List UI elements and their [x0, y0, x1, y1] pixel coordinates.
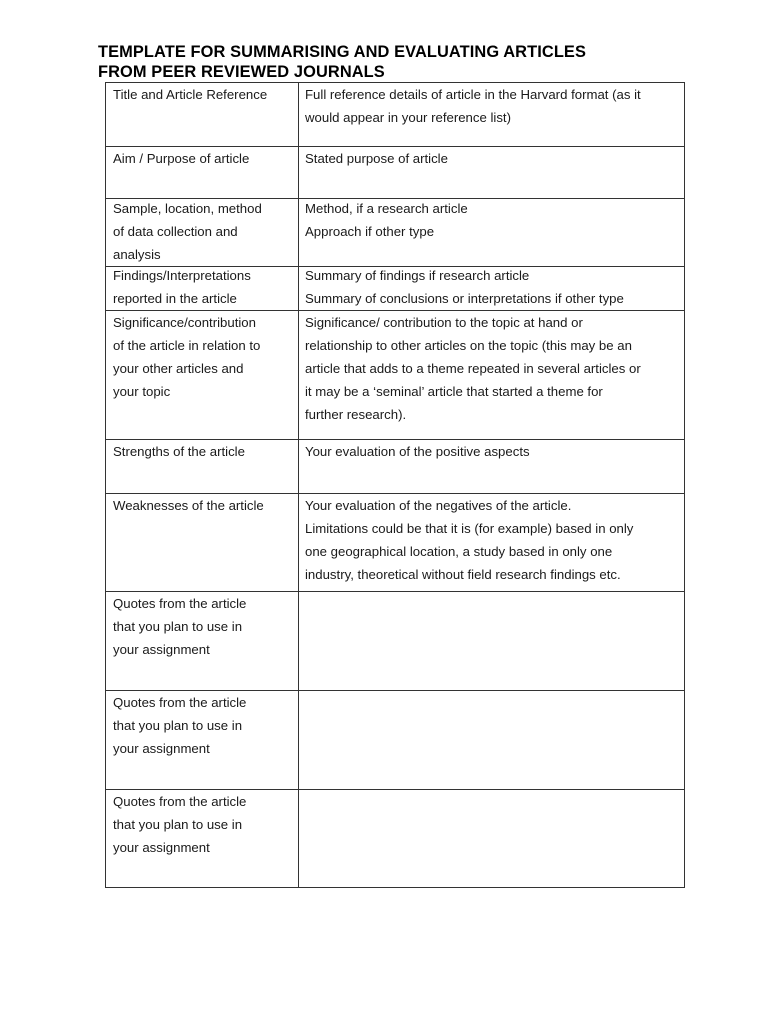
row-label-line: your topic — [113, 384, 171, 399]
row-guidance-line: Method, if a research article — [305, 201, 468, 216]
quotes-entry-cell[interactable] — [299, 592, 685, 691]
row-guidance-line: Your evaluation of the positive aspects — [305, 444, 530, 459]
row-label-line: that you plan to use in — [113, 619, 243, 634]
row-label-line: that you plan to use in — [113, 718, 243, 733]
table-row-findings — [106, 267, 685, 311]
table-row-aim-purpose — [106, 147, 685, 199]
table-row-quotes-2 — [106, 691, 685, 790]
row-guidance-cell — [299, 494, 685, 592]
row-label-line: of data collection and — [113, 224, 238, 239]
row-label-line: reported in the article — [113, 291, 237, 306]
row-guidance-cell — [299, 83, 685, 147]
page-title-line-1: TEMPLATE FOR SUMMARISING AND EVALUATING ARTICLES — [98, 43, 587, 61]
row-label-line: Weaknesses of the article — [113, 498, 264, 513]
row-guidance-cell — [299, 199, 685, 267]
page-title-line-2: FROM PEER REVIEWED JOURNALS — [98, 63, 385, 81]
table-row-significance — [106, 311, 685, 440]
row-label-line: your assignment — [113, 741, 210, 756]
row-guidance-line: Summary of findings if research article — [305, 268, 530, 283]
row-guidance-cell — [299, 267, 685, 311]
table-row-strengths — [106, 440, 685, 494]
row-label-line: Sample, location, method — [113, 201, 262, 216]
summary-template-table — [105, 82, 685, 888]
table-row-quotes-3 — [106, 790, 685, 888]
quotes-entry-cell[interactable] — [299, 691, 685, 790]
row-guidance-line: industry, theoretical without field research findings etc. — [305, 567, 621, 582]
row-label-line: Quotes from the article — [113, 695, 247, 710]
row-guidance-line: Summary of conclusions or interpretations if other type — [305, 291, 624, 306]
row-guidance-line: one geographical location, a study based in only one — [305, 544, 613, 559]
row-label-line: your assignment — [113, 840, 210, 855]
row-guidance-line: Stated purpose of article — [305, 151, 448, 166]
row-guidance-line: it may be a ‘seminal’ article that started a theme for — [305, 384, 603, 399]
row-label-line: analysis — [113, 247, 161, 262]
row-label-cell — [106, 790, 299, 888]
table-row-title-reference — [106, 83, 685, 147]
row-label-line: of the article in relation to — [113, 338, 261, 353]
row-guidance-line: article that adds to a theme repeated in several articles or — [305, 361, 641, 376]
row-label-cell — [106, 440, 299, 494]
row-label-line: Findings/Interpretations — [113, 268, 251, 283]
row-label-cell — [106, 267, 299, 311]
row-guidance-line: would appear in your reference list) — [305, 110, 511, 125]
row-guidance-line: Limitations could be that it is (for example) based in only — [305, 521, 634, 536]
row-label-cell — [106, 311, 299, 440]
row-label-line: your assignment — [113, 642, 210, 657]
row-label-cell — [106, 83, 299, 147]
row-label-line: that you plan to use in — [113, 817, 243, 832]
row-label-line: Title and Article Reference — [113, 87, 268, 102]
row-guidance-line: Your evaluation of the negatives of the article. — [305, 498, 572, 513]
row-label-cell — [106, 592, 299, 691]
row-label-line: your other articles and — [113, 361, 244, 376]
table-row-quotes-1 — [106, 592, 685, 691]
row-label-line: Strengths of the article — [113, 444, 245, 459]
table-row-weaknesses — [106, 494, 685, 592]
row-guidance-line: relationship to other articles on the topic (this may be an — [305, 338, 632, 353]
row-label-cell — [106, 691, 299, 790]
row-guidance-line: further research). — [305, 407, 407, 422]
row-label-line: Quotes from the article — [113, 596, 247, 611]
row-label-cell — [106, 147, 299, 199]
row-guidance-cell — [299, 147, 685, 199]
quotes-entry-cell[interactable] — [299, 790, 685, 888]
row-label-cell — [106, 494, 299, 592]
row-label-line: Aim / Purpose of article — [113, 151, 250, 166]
row-guidance-line: Approach if other type — [305, 224, 435, 239]
row-guidance-line: Significance/ contribution to the topic at hand or — [305, 315, 583, 330]
row-label-line: Quotes from the article — [113, 794, 247, 809]
page-title — [98, 42, 678, 82]
row-guidance-line: Full reference details of article in the Harvard format (as it — [305, 87, 641, 102]
table-row-sample-method — [106, 199, 685, 267]
row-label-cell — [106, 199, 299, 267]
row-label-line: Significance/contribution — [113, 315, 256, 330]
row-guidance-cell — [299, 440, 685, 494]
row-guidance-cell — [299, 311, 685, 440]
